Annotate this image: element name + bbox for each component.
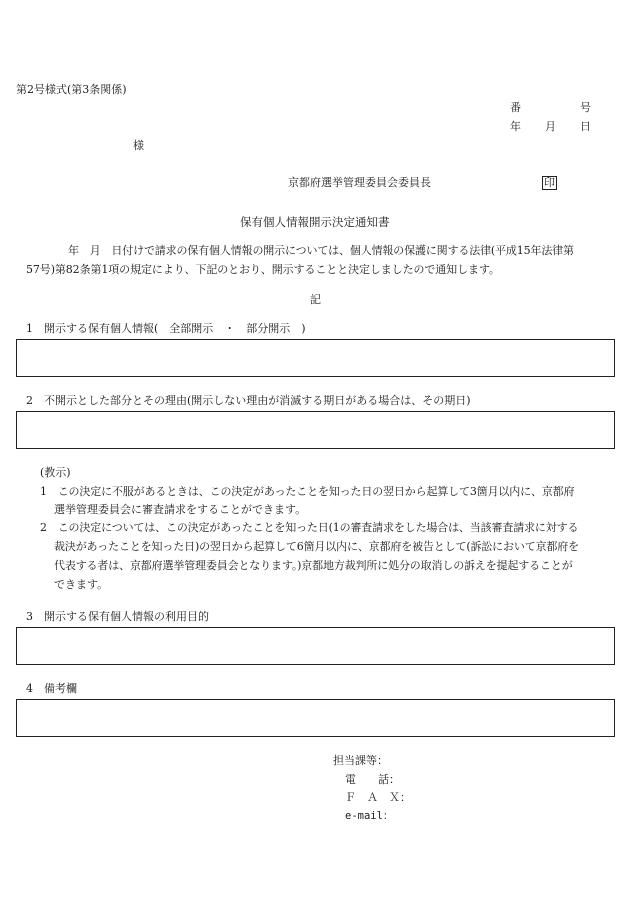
instruction-1-line-1: 1 この決定に不服があるときは、この決定があったことを知った日の翌日から起算して3箇月以内に、京都府 <box>40 485 575 498</box>
document-title: 保有個人情報開示決定通知書 <box>240 215 390 229</box>
ki-marker: 記 <box>310 293 321 306</box>
date-day-label: 日 <box>580 120 591 133</box>
section-1-heading: 1 開示する保有個人情報( 全部開示 ・ 部分開示 ) <box>26 322 306 335</box>
instruction-1-line-2: 選挙管理委員会に審査請求をすることができます。 <box>54 503 307 516</box>
section-3-heading: 3 開示する保有個人情報の利用目的 <box>26 610 209 623</box>
contact-dept-label: 担当課等： <box>333 754 388 767</box>
instruction-2-line-3: 代表する者は、京都府選挙管理委員会となります。)京都地方裁判所に処分の取消しの訴えを提起することが <box>54 559 573 572</box>
seal-text: 印 <box>544 176 555 189</box>
contact-email-label: e-mail： <box>345 810 394 822</box>
section-2-field[interactable] <box>16 411 615 449</box>
contact-fax-label: Ｆ Ａ Ｘ： <box>345 791 411 804</box>
section-2-heading: 2 不開示とした部分とその理由(開示しない理由が消滅する期日がある場合は、その期日) <box>26 394 471 407</box>
section-4-heading: 4 備考欄 <box>26 682 77 695</box>
body-line-2: 57号)第82条第1項の規定により、下記のとおり、開示することと決定しましたので通知します。 <box>26 263 500 276</box>
date-year-label: 年 <box>510 120 521 133</box>
issuer-name: 京都府選挙管理委員会委員長 <box>288 176 431 189</box>
number-label-ban: 番 <box>510 101 521 114</box>
addressee-suffix: 様 <box>133 139 144 152</box>
section-1-field[interactable] <box>16 339 615 377</box>
body-line-1: 年 月 日付けで請求の保有個人情報の開示については、個人情報の保護に関する法律(平成15年法律第 <box>68 244 574 257</box>
instruction-2-line-2: 裁決があったことを知った日)の翌日から起算して6箇月以内に、京都府を被告として(訴訟において京都府を <box>54 540 579 553</box>
instruction-2-line-1: 2 この決定については、この決定があったことを知った日(1の審査請求をした場合は、当該審査請求に対する <box>40 521 579 534</box>
contact-phone-label: 電 話： <box>345 773 400 786</box>
seal-mark <box>542 176 557 190</box>
number-label-go: 号 <box>580 101 591 114</box>
instruction-2-line-4: できます。 <box>54 578 109 591</box>
section-3-field[interactable] <box>16 627 615 665</box>
instructions-heading: (教示) <box>40 466 71 479</box>
section-4-field[interactable] <box>16 699 615 737</box>
form-label: 第2号様式(第3条関係) <box>16 83 127 96</box>
date-month-label: 月 <box>545 120 556 133</box>
